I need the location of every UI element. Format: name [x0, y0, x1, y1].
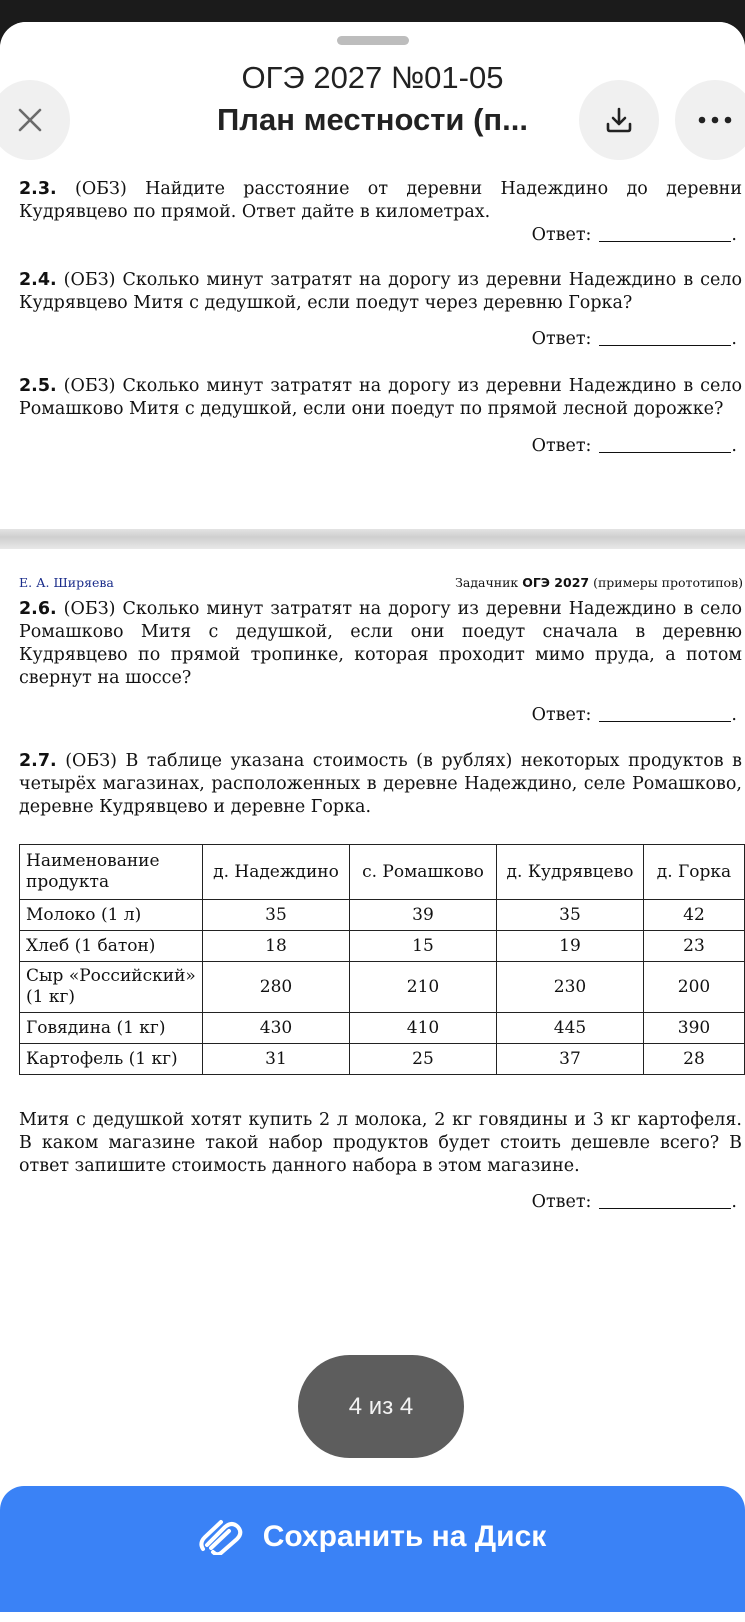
table-row — [20, 962, 745, 1013]
header-suffix: (примеры прототипов) — [589, 575, 743, 590]
question-2-3 — [19, 178, 742, 224]
question-2-6 — [19, 598, 742, 690]
table-row — [20, 1013, 745, 1044]
table-cell: 39 — [350, 900, 497, 931]
table-cell: 18 — [203, 931, 350, 962]
table-cell: 445 — [497, 1013, 644, 1044]
answer-label: Ответ: — [531, 1192, 592, 1212]
close-button[interactable] — [0, 80, 70, 160]
answer-dot: . — [731, 705, 737, 725]
question-text: (ОБЗ) В таблице указана стоимость (в рублях) некоторых продуктов в четырёх магазинах, расположенных в деревне Надеждино, селе Ромашково, деревне Кудрявцево и деревне Горка. — [19, 751, 742, 817]
answer-blank — [599, 720, 731, 722]
table-cell: 37 — [497, 1044, 644, 1075]
table-cell: 430 — [203, 1013, 350, 1044]
table-cell: 280 — [203, 962, 350, 1013]
question-text: (ОБЗ) Найдите расстояние от деревни Надеждино до деревни Кудрявцево по прямой. Ответ дайте в километрах. — [19, 179, 742, 222]
save-button-content — [199, 1519, 547, 1555]
table-cell: 19 — [497, 931, 644, 962]
download-icon — [604, 105, 634, 135]
table-row — [20, 931, 745, 962]
answer-blank — [599, 240, 731, 242]
page-divider — [0, 529, 745, 549]
save-to-disk-button[interactable] — [0, 1486, 745, 1612]
table-cell: 200 — [644, 962, 745, 1013]
paperclip-disk-icon — [199, 1519, 245, 1555]
document-subtitle: План местности (п... — [217, 102, 528, 137]
question-text: (ОБЗ) Сколько минут затратят на дорогу из деревни Надеждино в село Ромашково Митя с дедушкой, если они поедут по прямой лесной дорожке? — [19, 376, 742, 419]
column-header: д. Горка — [644, 845, 745, 900]
question-number: 2.7. — [19, 751, 57, 771]
answer-label: Ответ: — [531, 705, 592, 725]
page-header-book — [455, 575, 743, 590]
table-cell: 15 — [350, 931, 497, 962]
answer-line-2-6 — [532, 704, 737, 727]
answer-label: Ответ: — [531, 225, 592, 245]
page-counter: 4 из 4 — [298, 1355, 464, 1458]
answer-line-2-7 — [532, 1191, 737, 1214]
table-cell: Хлеб (1 батон) — [20, 931, 203, 962]
answer-dot: . — [731, 436, 737, 456]
table-cell: 23 — [644, 931, 745, 962]
save-button-label: Сохранить на Диск — [262, 1520, 547, 1553]
question-number: 2.3. — [19, 179, 57, 199]
table-cell: 31 — [203, 1044, 350, 1075]
table-cell: Говядина (1 кг) — [20, 1013, 203, 1044]
answer-dot: . — [731, 1192, 737, 1212]
question-2-7-followup: Митя с дедушкой хотят купить 2 л молока, 2 кг говядины и 3 кг картофеля. В каком магазине такой набор продуктов будет стоить дешевле всего? В ответ запишите стоимость данного набора в этом магазине. — [19, 1110, 742, 1176]
table-cell: 390 — [644, 1013, 745, 1044]
table-header-row — [20, 845, 745, 900]
more-button[interactable] — [675, 80, 745, 160]
document-title: ОГЭ 2027 №01-05 — [241, 60, 504, 95]
question-text: (ОБЗ) Сколько минут затратят на дорогу из деревни Надеждино в село Кудрявцево Митя с дедушкой, если поедут через деревню Горка? — [19, 270, 742, 313]
question-2-5 — [19, 375, 742, 421]
sheet-grabber[interactable] — [337, 36, 409, 45]
answer-line-2-5 — [532, 435, 737, 458]
price-table — [19, 844, 745, 1075]
table-cell: 230 — [497, 962, 644, 1013]
question-number: 2.4. — [19, 270, 57, 290]
column-header: Наименование продукта — [20, 845, 203, 900]
answer-blank — [599, 1207, 731, 1209]
table-cell: Картофель (1 кг) — [20, 1044, 203, 1075]
table-cell: 25 — [350, 1044, 497, 1075]
question-number: 2.5. — [19, 376, 57, 396]
answer-line-2-4 — [532, 328, 737, 351]
table-cell: Сыр «Российский» (1 кг) — [20, 962, 203, 1013]
page-3 — [0, 22, 745, 530]
download-button[interactable] — [579, 80, 659, 160]
table-cell: 28 — [644, 1044, 745, 1075]
page-header-author: Е. А. Ширяева — [19, 575, 114, 590]
table-cell: 35 — [203, 900, 350, 931]
answer-label: Ответ: — [531, 436, 592, 456]
header-bold: ОГЭ 2027 — [522, 575, 590, 590]
question-text: (ОБЗ) Сколько минут затратят на дорогу из деревни Надеждино в село Ромашково Митя с дедушкой, если они поедут сначала в деревню Кудрявцево по прямой тропинке, которая проходит мимо пруда, а потом свернут на шоссе? — [19, 599, 742, 688]
question-2-7 — [19, 750, 742, 819]
table-row — [20, 900, 745, 931]
answer-label: Ответ: — [531, 329, 592, 349]
column-header: д. Надеждино — [203, 845, 350, 900]
header-prefix: Задачник — [455, 575, 523, 590]
answer-blank — [599, 344, 731, 346]
table-cell: 210 — [350, 962, 497, 1013]
answer-line-2-3 — [532, 224, 737, 247]
table-cell: Молоко (1 л) — [20, 900, 203, 931]
more-icon — [697, 115, 733, 125]
answer-blank — [599, 451, 731, 453]
answer-dot: . — [731, 329, 737, 349]
table-row — [20, 1044, 745, 1075]
table-cell: 410 — [350, 1013, 497, 1044]
close-icon — [17, 107, 43, 133]
question-2-4 — [19, 269, 742, 315]
question-number: 2.6. — [19, 599, 57, 619]
column-header: с. Ромашково — [350, 845, 497, 900]
table-cell: 42 — [644, 900, 745, 931]
answer-dot: . — [731, 225, 737, 245]
column-header: д. Кудрявцево — [497, 845, 644, 900]
table-cell: 35 — [497, 900, 644, 931]
